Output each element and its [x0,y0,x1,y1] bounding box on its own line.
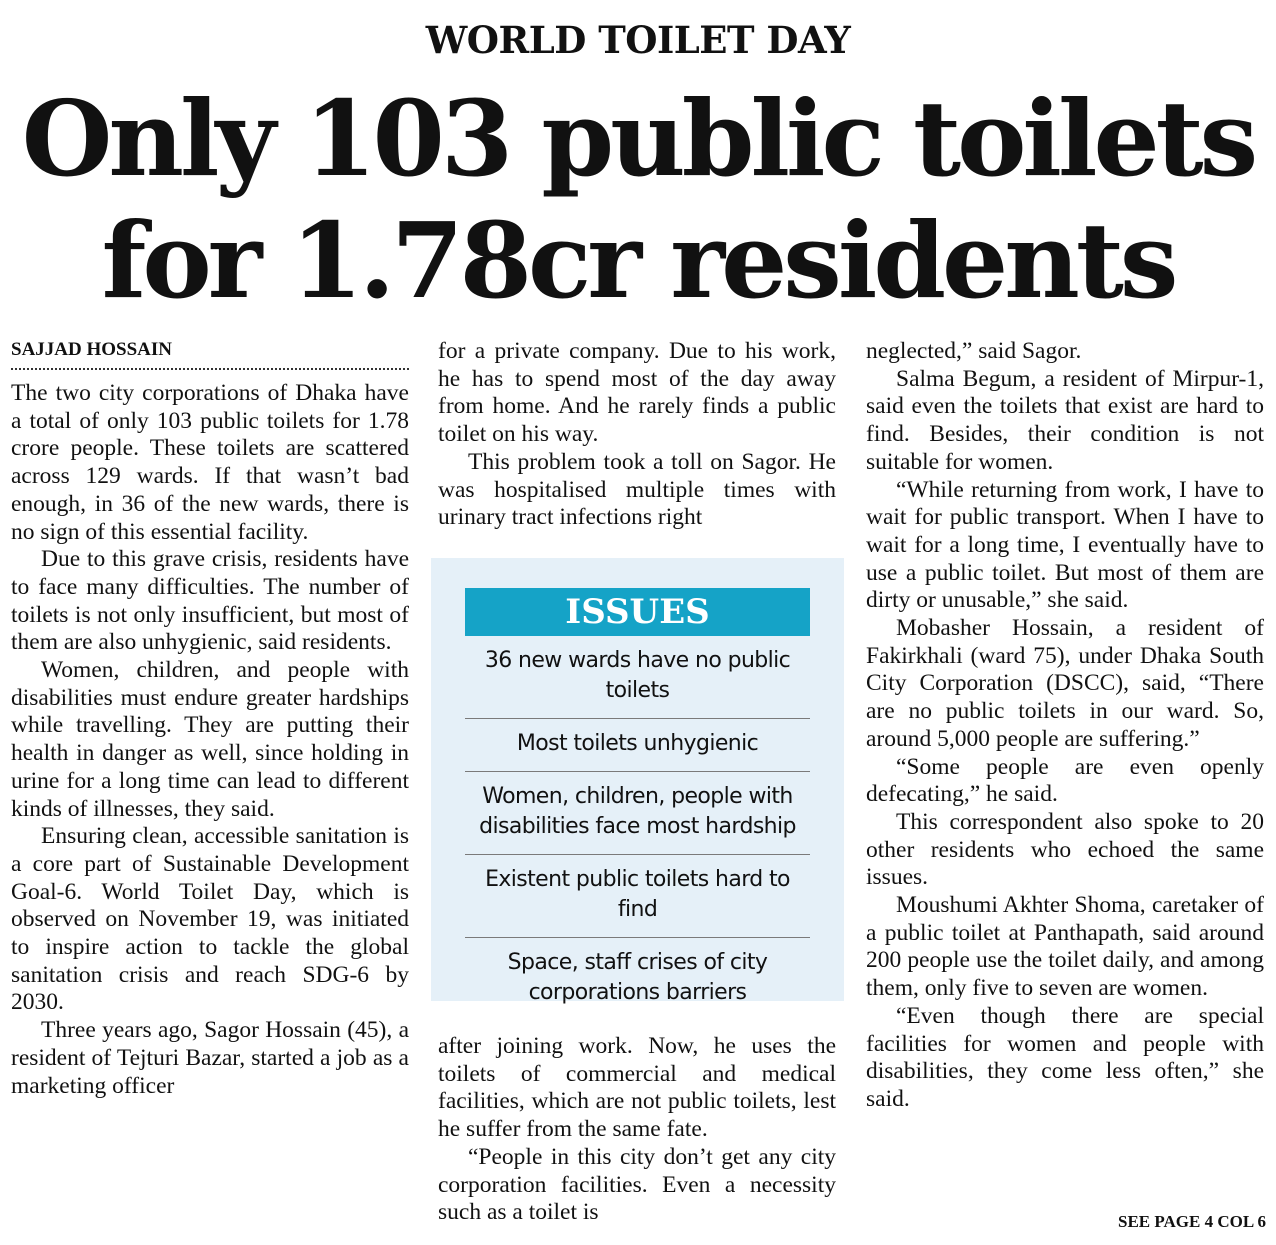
paragraph: after joining work. Now, he uses the toilets of commercial and medical facilities, which are not public toilets, lest he suffer from the same fate. [438,1033,836,1143]
issue-item: 36 new wards have no public toilets [465,636,810,719]
column-3 [866,338,1264,1114]
continuation-note: SEE PAGE 4 COL 6 [1118,1212,1266,1231]
column-2-top [438,338,836,532]
issues-box-title: ISSUES [465,588,810,636]
paragraph: Moushumi Akhter Shoma, caretaker of a public toilet at Panthapath, said around 200 people use the toilet daily, and among them, only five to seven are women. [866,892,1264,1002]
issue-item: Women, children, people with disabilities face most hardship [465,772,810,855]
paragraph: Ensuring clean, accessible sanitation is a core part of Sustainable Development Goal-6. World Toilet Day, which is observed on November 19, was initiated to inspire action to tackle the global sanitation crisis and reach SDG-6 by 2030. [11,823,409,1016]
paragraph: Salma Begum, a resident of Mirpur-1, said even the toilets that exist are hard to find. Besides, their condition is not suitable for women. [866,365,1264,475]
paragraph: “Even though there are special facilities for women and people with disabilities, they come less often,” she said. [866,1002,1264,1112]
paragraph: Women, children, and people with disabilities must endure greater hardships while travelling. They are putting their health in danger as well, since holding in urine for a long time can lead to different kinds of illnesses, they said. [11,657,409,822]
byline: SAJJAD HOSSAIN [11,339,173,360]
paragraph: The two city corporations of Dhaka have a total of only 103 public toilets for 1.78 crore people. These toilets are scattered across 129 wards. If that wasn’t bad enough, in 36 of the new wards, there is no sign of this essential facility. [11,380,409,545]
issue-item: Most toilets unhygienic [465,719,810,772]
headline-line-1: Only 103 public toilets [21,77,1255,200]
paragraph: “People in this city don’t get any city corporation facilities. Even a necessity such as a toilet is [438,1143,836,1226]
column-2-bottom [438,1033,836,1227]
issues-box [431,558,844,1005]
issue-item: Existent public toilets hard to find [465,855,810,938]
byline-divider [11,368,409,370]
paragraph: Mobasher Hossain, a resident of Fakirkhali (ward 75), under Dhaka South City Corporation (DSCC), said, “There are no public toilets in our ward. So, around 5,000 people are suffering.” [866,615,1264,752]
column-1 [11,338,409,1100]
paragraph: Due to this grave crisis, residents have to face many difficulties. The number of toilets is not only insufficient, but most of them are also unhygienic, said residents. [11,546,409,656]
headline-line-2: for 1.78cr residents [101,199,1175,322]
kicker: WORLD TOILET DAY [425,18,851,62]
issues-list [465,636,810,1020]
paragraph: This correspondent also spoke to 20 other residents who echoed the same issues. [866,808,1264,891]
paragraph: neglected,” said Sagor. [866,338,1082,364]
paragraph: Three years ago, Sagor Hossain (45), a resident of Tejturi Bazar, started a job as a marketing officer [11,1017,409,1099]
paragraph: “Some people are even openly defecating,” he said. [866,753,1264,808]
issue-item: Space, staff crises of city corporations barriers [507,950,768,1005]
paragraph: “While returning from work, I have to wait for public transport. When I have to wait for a long time, I eventually have to use a public toilet. But most of them are dirty or unusable,” she said. [866,476,1264,614]
paragraph: for a private company. Due to his work, he has to spend most of the day away from home. And he rarely finds a public toilet on his way. [438,338,836,448]
paragraph: This problem took a toll on Sagor. He was hospitalised multiple times with urinary tract infections right [438,448,836,531]
headline [0,78,1276,322]
